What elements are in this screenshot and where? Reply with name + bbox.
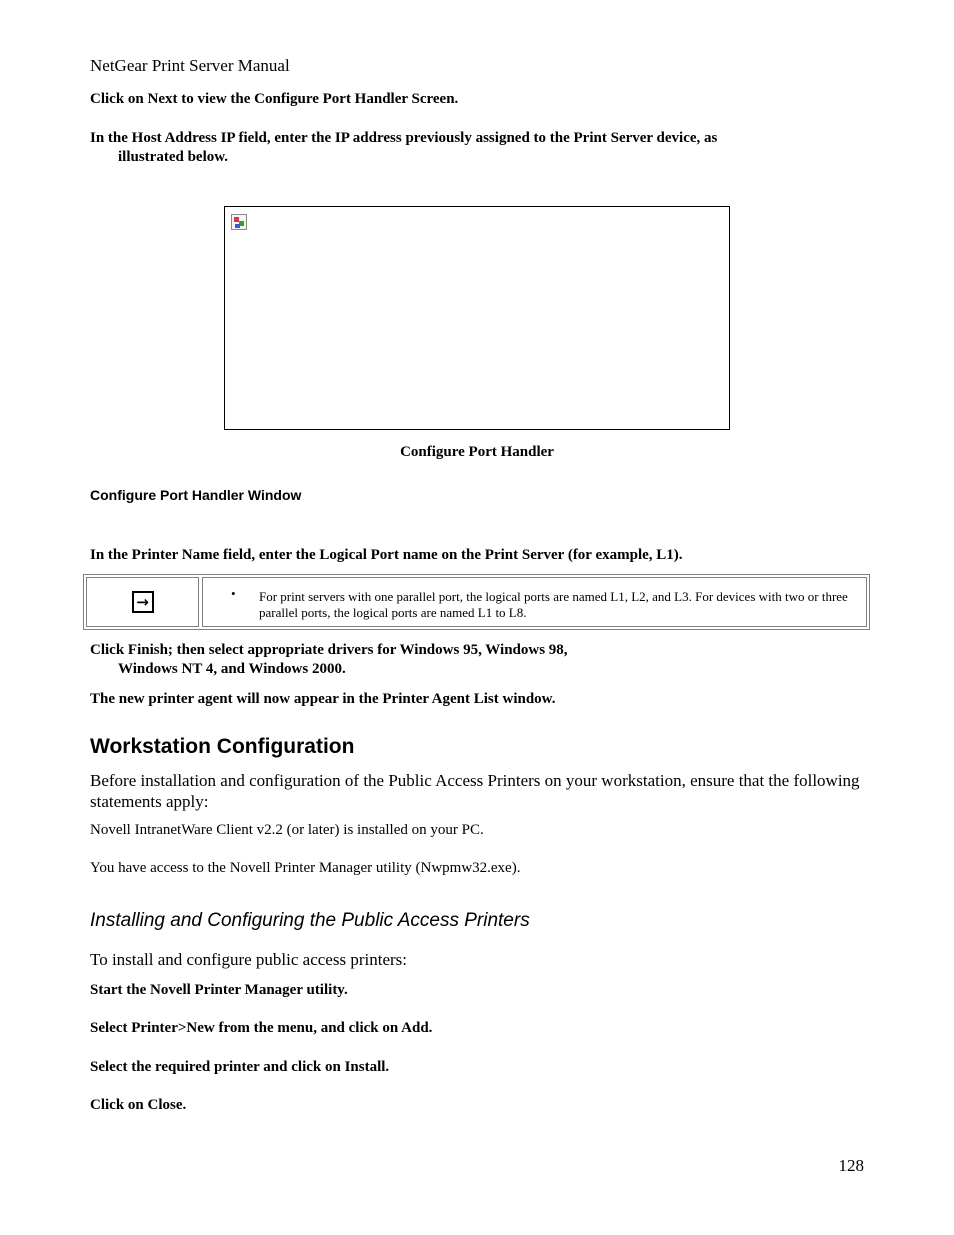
note-bullet: • bbox=[231, 586, 236, 601]
step-host-address-line2: illustrated below. bbox=[118, 149, 229, 165]
broken-image-icon bbox=[231, 214, 247, 230]
note-icon-cell bbox=[86, 577, 199, 627]
statement-printer-manager: You have access to the Novell Printer Manager utility (Nwpmw32.exe). bbox=[90, 860, 521, 876]
workstation-paragraph: Before installation and configuration of the Public Access Printers on your workstation, ensure that the following statements apply: bbox=[90, 771, 860, 811]
step-agent-appears: The new printer agent will now appear in the Printer Agent List window. bbox=[90, 691, 556, 707]
note-text: For print servers with one parallel port, the logical ports are named L1, L2, and L3. For devices with two or three parallel ports, the logical ports are named L1 to L8. bbox=[259, 589, 848, 620]
install-step-4: Click on Close. bbox=[90, 1097, 187, 1113]
step-click-next: Click on Next to view the Configure Port Handler Screen. bbox=[90, 91, 459, 107]
document-header: NetGear Print Server Manual bbox=[90, 56, 290, 75]
install-step-3: Select the required printer and click on Install. bbox=[90, 1059, 390, 1075]
install-step-1: Start the Novell Printer Manager utility. bbox=[90, 982, 348, 998]
install-step-2: Select Printer>New from the menu, and click on Add. bbox=[90, 1020, 433, 1036]
step-click-finish-line1: Click Finish; then select appropriate drivers for Windows 95, Windows 98, bbox=[90, 642, 568, 658]
installing-intro: To install and configure public access printers: bbox=[90, 950, 407, 969]
step-printer-name: In the Printer Name field, enter the Logical Port name on the Print Server (for example, L1). bbox=[90, 547, 683, 563]
note-text-cell bbox=[202, 577, 867, 627]
section-heading-workstation: Workstation Configuration bbox=[90, 735, 355, 758]
window-label: Configure Port Handler Window bbox=[90, 487, 302, 503]
subsection-heading-installing: Installing and Configuring the Public Access Printers bbox=[90, 910, 530, 931]
figure-placeholder bbox=[224, 206, 730, 430]
step-click-finish-line2: Windows NT 4, and Windows 2000. bbox=[118, 661, 346, 677]
statement-client: Novell IntranetWare Client v2.2 (or later) is installed on your PC. bbox=[90, 822, 484, 838]
note-table bbox=[83, 574, 870, 630]
step-host-address bbox=[90, 129, 870, 167]
page-number: 128 bbox=[838, 1156, 864, 1175]
step-host-address-line1: In the Host Address IP field, enter the IP address previously assigned to the Print Server device, as bbox=[90, 130, 718, 146]
figure-caption: Configure Port Handler bbox=[400, 444, 554, 460]
step-click-finish bbox=[90, 641, 870, 679]
arrow-right-icon: → bbox=[132, 591, 154, 613]
